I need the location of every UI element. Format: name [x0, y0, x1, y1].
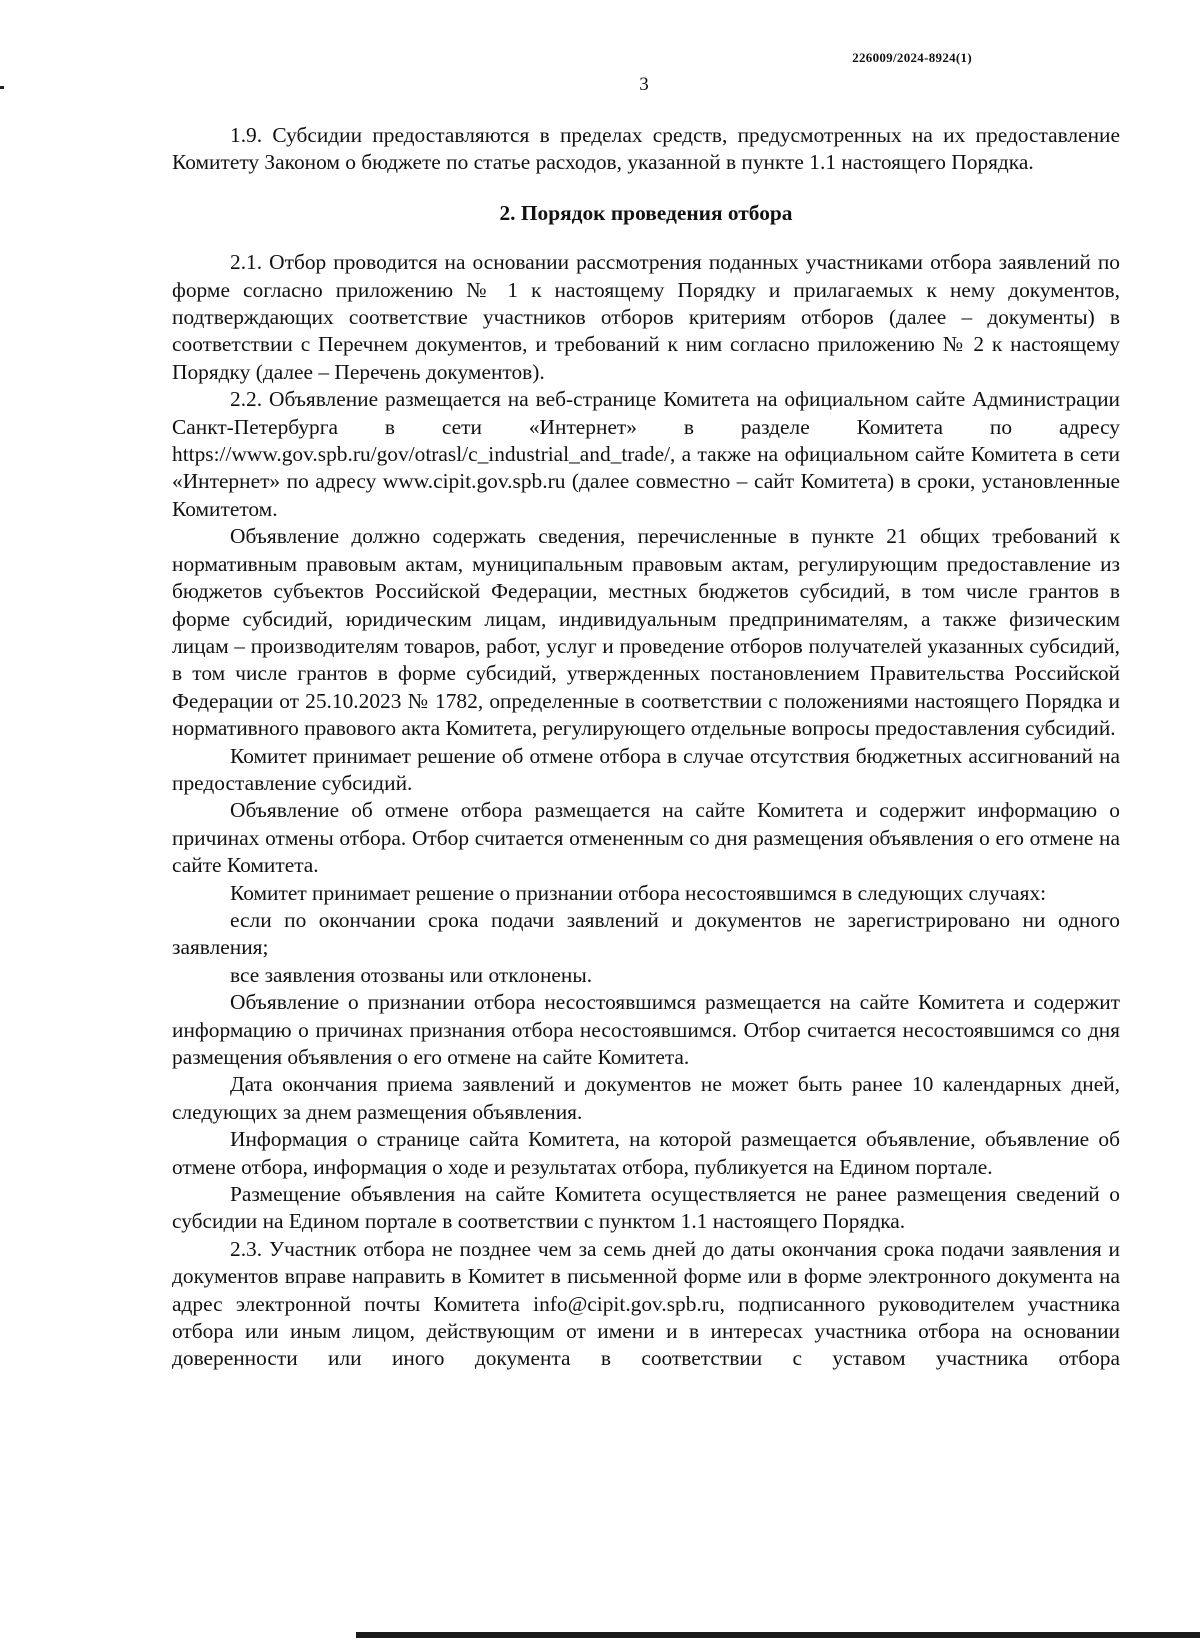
paragraph-2-1: 2.1. Отбор проводится на основании рассмотрения поданных участниками отбора заявлений по форме согласно приложению № 1 к настоящему Порядку и прилагаемых к нему документов, подтверждающих соответствие участников отборов критериям отборов (далее – документы) в соответствии с Перечнем документов, и требований к ним согласно приложению № 2 к настоящему Порядку (далее – Перечень документов).	[172, 250, 1120, 384]
document-body	[172, 122, 1120, 1373]
document-registration-number: 226009/2024-8924(1)	[852, 50, 972, 65]
paragraph-portal-placement: Размещение объявления на сайте Комитета осуществляется не ранее размещения сведений о субсидии на Едином портале в соответствии с пунктом 1.1 настоящего Порядка.	[172, 1182, 1120, 1234]
section-title: 2. Порядок проведения отбора	[499, 200, 793, 225]
paragraph-announcement-contents: Объявление должно содержать сведения, перечисленные в пункте 21 общих требований к нормативным правовым актам, муниципальным правовым актам, регулирующим предоставление из бюджетов субъектов Российской Федерации, местных бюджетов субсидий, в том числе грантов в форме субсидий, юридическим лицам, индивидуальным предпринимателям, а также физическим лицам – производителям товаров, работ, услуг и проведение отборов получателей указанных субсидий, в том числе грантов в форме субсидий, утвержденных постановлением Правительства Российской Федерации от 25.10.2023 № 1782, определенные в соответствии с положениями настоящего Порядка и нормативного правового акта Комитета, регулирующего отдельные вопросы предоставления субсидий.	[172, 524, 1120, 741]
paragraph-portal-info: Информация о странице сайта Комитета, на которой размещается объявление, объявление об отмене отбора, информация о ходе и результатах отбора, публикуется на Едином портале.	[172, 1127, 1120, 1179]
paragraph-cancellation-decision: Комитет принимает решение об отмене отбора в случае отсутствия бюджетных ассигнований на предоставление субсидий.	[172, 743, 1120, 795]
paragraph-2-2: 2.2. Объявление размещается на веб-странице Комитета на официальном сайте Администрации Санкт-Петербурга в сети «Интернет» в разделе Комитета по адресу https://www.gov.spb.ru/gov/otrasl/c_industrial_and_trade/, а также на официальном сайте Комитета в сети «Интернет» по адресу www.cipit.gov.spb.ru (далее совместно – сайт Комитета) в сроки, установленные Комитетом.	[172, 387, 1120, 521]
paragraph-cancellation-announcement: Объявление об отмене отбора размещается на сайте Комитета и содержит информацию о причинах отмены отбора. Отбор считается отмененным со дня размещения объявления о его отмене на сайте Комитета.	[172, 798, 1120, 878]
paragraph-deadline: Дата окончания приема заявлений и документов не может быть ранее 10 календарных дней, следующих за днем размещения объявления.	[172, 1072, 1120, 1124]
paragraph-failed-selection-decision: Комитет принимает решение о признании отбора несостоявшимся в следующих случаях:	[230, 880, 1047, 905]
paragraph-all-withdrawn: все заявления отозваны или отклонены.	[230, 962, 593, 987]
paragraph-1-9: 1.9. Субсидии предоставляются в пределах средств, предусмотренных на их предоставление Комитету Законом о бюджете по статье расходов, указанной в пункте 1.1 настоящего Порядка.	[172, 123, 1120, 175]
scan-bottom-edge	[356, 1632, 1200, 1638]
paragraph-failed-selection-announcement: Объявление о признании отбора несостоявшимся размещается на сайте Комитета и содержит информацию о причинах признания отбора несостоявшимся. Отбор считается несостоявшимся со дня размещения объявления о его отмене на сайте Комитета.	[172, 990, 1120, 1069]
paragraph-2-3: 2.3. Участник отбора не позднее чем за семь дней до даты окончания срока подачи заявления и документов вправе направить в Комитет в письменной форме или в форме электронного документа на адрес электронной почты Комитета info@cipit.gov.spb.ru, подписанного руководителем участника отбора или иным лицом, действующим от имени и в интересах участника отбора на основании доверенности или иного документа в соответствии с уставом участника отбора	[172, 1236, 1120, 1371]
paragraph-no-applications: если по окончании срока подачи заявлений и документов не зарегистрировано ни одного заявления;	[172, 907, 1120, 960]
page-number: 3	[639, 74, 649, 95]
